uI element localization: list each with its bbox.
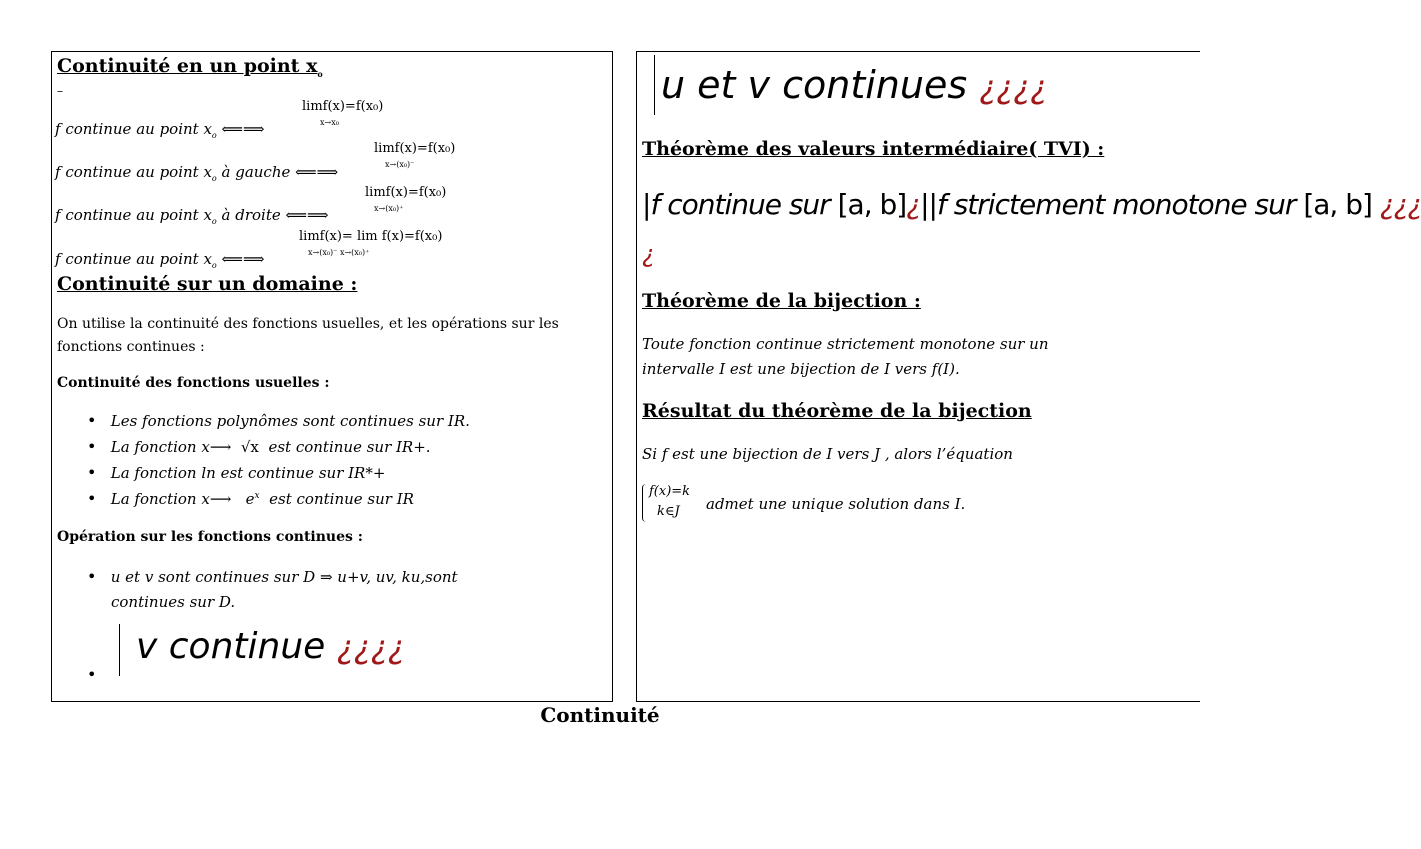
bijection-text-1: Toute fonction continue strictement monotone sur un [642, 335, 1049, 353]
result-text-1: Si f est une bijection de I vers J , alors l’équation [642, 445, 1013, 463]
intro-text-2: fonctions continues : [57, 339, 205, 355]
tvi-formula: |f continue sur [a, b]¿||f strictement monotone sur [a, b] ¿¿¿ [642, 188, 1421, 221]
bullet: • [87, 437, 97, 456]
heading-continuity-domain: Continuité sur un domaine : [57, 273, 358, 295]
limit-sub-4: x→(x₀)⁻ x→(x₀)⁺ [308, 248, 370, 257]
definition-line-3: f continue au point $x_o$ à droite ⟸⟹ [55, 206, 329, 226]
dash: – [57, 84, 63, 98]
usual-item-2: • La fonction x⟶ √x est continue sur IR+. [87, 437, 431, 456]
limit-formula-3: limf(x)=f(x₀) [365, 185, 447, 200]
usual-functions-heading: Continuité des fonctions usuelles : [57, 375, 330, 391]
bijection-text-2: intervalle I est une bijection de I vers f(I). [642, 360, 960, 378]
result-text-2: admet une unique solution dans I. [706, 495, 966, 513]
intro-text: On utilise la continuité des fonctions usuelles, et les opérations sur les [57, 316, 559, 332]
left-panel [51, 51, 613, 702]
right-panel [636, 51, 1421, 702]
usual-item-4: • La fonction x⟶ $e^x$ est continue sur IR [87, 489, 414, 508]
limit-sub-1: x→x₀ [320, 118, 339, 127]
heading-continuity-point: Continuité en un point $x_o$ [57, 55, 323, 79]
bullet: • [87, 665, 97, 684]
limit-sub-3: x→(x₀)⁺ [374, 204, 404, 213]
operations-item-1: • u et v sont continues sur D ⇒ u+v, uv, ku,sont [87, 567, 458, 586]
heading-bijection-result: Résultat du théorème de la bijection [642, 400, 1032, 422]
definition-line-4: f continue au point $x_o$ ⟸⟹ [55, 250, 265, 270]
definition-line-2: f continue au point $x_o$ à gauche ⟸⟹ [55, 163, 339, 183]
bullet: • [87, 489, 97, 508]
bullet: • [87, 567, 97, 586]
brace-line [119, 624, 120, 676]
bullet: • [87, 411, 97, 430]
document-title: Continuité [540, 703, 660, 727]
definition-line-1: f continue au point $x_o$ ⟸⟹ [55, 120, 265, 140]
usual-item-3: • La fonction ln est continue sur IR*+ [87, 463, 386, 482]
limit-formula-1: limf(x)=f(x₀) [302, 99, 384, 114]
heading-tvi: Théorème des valeurs intermédiaire( TVI) : [642, 138, 1105, 160]
system-line-2: k∈J [657, 504, 680, 519]
limit-formula-2: limf(x)=f(x₀) [374, 141, 456, 156]
top-formula: u et v continues ¿¿¿¿ [661, 63, 1048, 107]
bullet: • [87, 463, 97, 482]
limit-sub-2: x→(x₀)⁻ [385, 160, 415, 169]
system-brace [642, 484, 647, 522]
operations-item-1-cont: continues sur D. [111, 593, 236, 611]
heading-bijection: Théorème de la bijection : [642, 290, 921, 312]
operations-item-2: v continue ¿¿¿¿ [136, 626, 405, 667]
limit-formula-4: limf(x)= lim f(x)=f(x₀) [299, 229, 443, 244]
brace-line [654, 55, 655, 115]
usual-item-1: • Les fonctions polynômes sont continues sur IR. [87, 411, 470, 430]
system-line-1: f(x)=k [649, 484, 691, 499]
operations-heading: Opération sur les fonctions continues : [57, 529, 363, 545]
tvi-err-mark: ¿ [642, 240, 655, 268]
